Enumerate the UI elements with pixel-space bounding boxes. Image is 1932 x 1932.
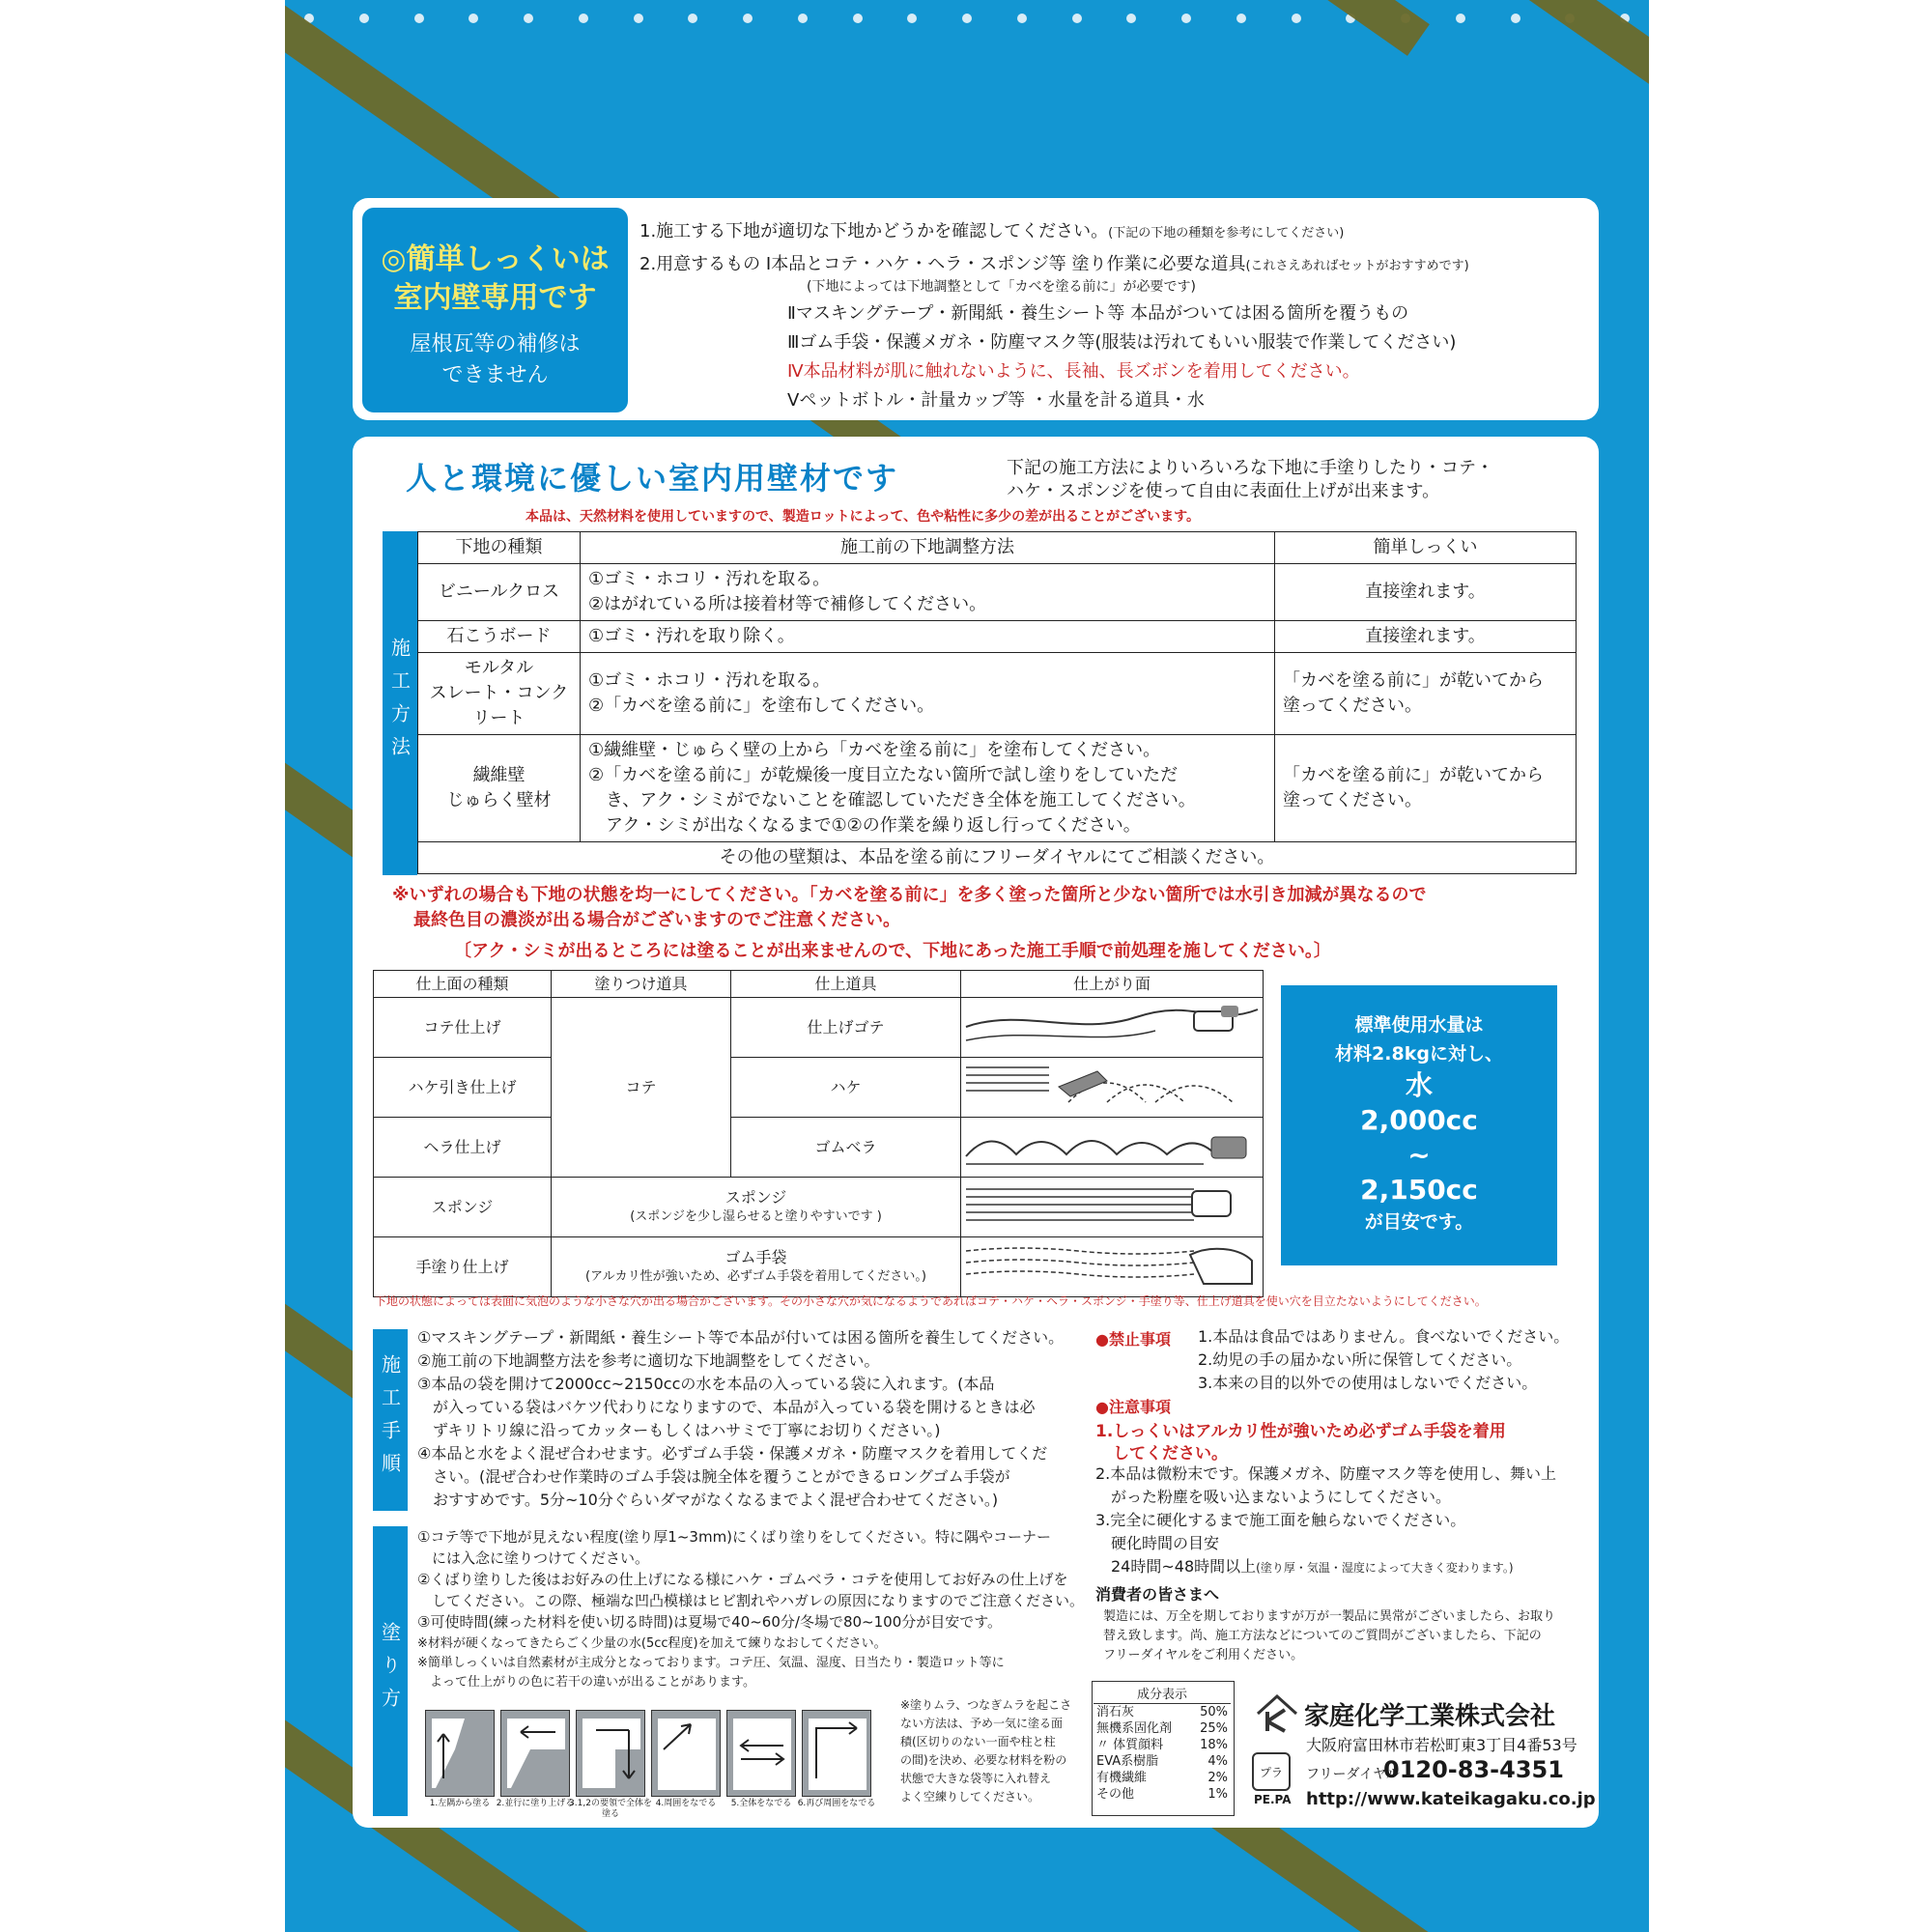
table-row — [374, 998, 1264, 1058]
material-mark: PE.PA — [1254, 1793, 1292, 1806]
mura-note-line: よく空練りしてください。 — [900, 1790, 1040, 1804]
substrate-name: ビニールクロス — [418, 564, 581, 621]
prep-method: ①繊維壁・じゅらく壁の上から「カベを塗る前に」を塗布してください。 ②「カベを塗る前に」が乾燥後一度目立たない箇所で試し塗りをしていただ き、アク・シミがでないことを確認していただき全体を施工してください。 アク・シミが出なくなるまで①②の作業を繰り返し行ってください。 — [581, 735, 1275, 842]
finish-type: コテ仕上げ — [374, 998, 552, 1058]
finish-tool: ゴム手袋 (アルカリ性が強いため、必ずゴム手袋を着用してください。) — [552, 1237, 961, 1297]
prep-step2-sub: (下地によっては下地調整として「カベを塗る前に」が必要です) — [807, 279, 1196, 295]
company-address: 大阪府富田林市若松町東3丁目4番53号 — [1306, 1736, 1577, 1754]
component-name: 無機系固化剤 — [1096, 1721, 1173, 1736]
attention-item: 24時間~48時間以上(塗り厚・気温・湿度によって大きく変わります。) — [1111, 1557, 1514, 1576]
notice-line4: できません — [441, 363, 549, 387]
prep-step2: 2.用意するもの Ⅰ本品とコテ・ハケ・ヘラ・スポンジ等 塗り作業に必要な道具(これさえあればセットがおすすめです) — [639, 254, 1469, 274]
sidebar-procedure: 施工手順 — [373, 1329, 408, 1511]
finish-tool: ゴムベラ — [731, 1118, 961, 1178]
procedure-step: さい。(混ぜ合わせ作業時のゴム手袋は腕全体を覆うことができるロングゴム手袋が — [417, 1467, 1010, 1486]
table-row — [374, 1058, 1264, 1118]
finish-tool: ハケ — [731, 1058, 961, 1118]
header-method: 施工前の下地調整方法 — [581, 532, 1275, 564]
composition-title: 成分表示 — [1094, 1687, 1231, 1704]
table-row — [1094, 1770, 1231, 1786]
attention-item: 硬化時間の目安 — [1111, 1534, 1220, 1552]
mura-note-line: の間)を決め、必要な材料を粉の — [900, 1753, 1067, 1767]
attention-item: 2.本品は微粉末です。保護メガネ、防塵マスク等を使用し、舞い上 — [1095, 1464, 1557, 1483]
consumer-line: 替え致します。尚、施工方法などについてのご質問がございましたら、下記の — [1103, 1629, 1542, 1643]
consumer-line: 製造には、万全を期しておりますが万が一製品に異常がございましたら、お取り — [1103, 1609, 1556, 1624]
coating-diagram-3 — [576, 1710, 645, 1797]
table-row — [1094, 1704, 1231, 1721]
water-line5: ~ — [1407, 1139, 1431, 1171]
diagonal-stripe — [667, 0, 1649, 172]
mura-note — [900, 1696, 1071, 1806]
header-finish-type: 仕上面の種類 — [374, 971, 552, 998]
trowel-finish-sketch — [961, 998, 1264, 1058]
other-walls-note: その他の壁類は、本品を塗る前にフリーダイヤルにてご相談ください。 — [418, 842, 1577, 874]
prep-item4: Ⅳ本品材料が肌に触れないように、長袖、長ズボンを着用してください。 — [787, 361, 1360, 382]
procedure-step: ずキリトリ線に沿ってカッターもしくはハサミで丁寧にお切りください。) — [417, 1421, 941, 1439]
recycle-mark-icon: プラ — [1252, 1752, 1291, 1791]
apply-tool: コテ — [552, 998, 731, 1178]
component-name: EVA系樹脂 — [1096, 1754, 1159, 1769]
component-name: その他 — [1096, 1787, 1135, 1802]
water-line3: 水 — [1405, 1069, 1433, 1101]
water-line6: 2,150cc — [1360, 1174, 1478, 1206]
component-pct: 50% — [1200, 1705, 1228, 1719]
attention-item1b: してください。 — [1113, 1444, 1228, 1463]
free-dial-number: 0120-83-4351 — [1383, 1756, 1564, 1783]
finish-type: 手塗り仕上げ — [374, 1237, 552, 1297]
diagonal-stripe — [299, 0, 1430, 56]
hand-finish-sketch — [961, 1237, 1264, 1297]
component-pct: 4% — [1208, 1754, 1228, 1769]
coating-steps — [417, 1526, 1084, 1633]
coating-diagram-6 — [802, 1710, 871, 1797]
composition-table — [1094, 1687, 1231, 1803]
prohibited-item: 1.本品は食品ではありません。食べないでください。 — [1198, 1327, 1570, 1346]
table-row — [418, 842, 1577, 874]
table-row — [374, 1118, 1264, 1178]
intro-line2: ハケ・スポンジを使って自由に表面仕上げが出来ます。 — [1007, 481, 1440, 501]
water-line1: 標準使用水量は — [1354, 1014, 1484, 1036]
prep-item3: Ⅲゴム手袋・保護メガネ・防塵マスク等(服装は汚れてもいい服装で作業してください) — [787, 332, 1457, 353]
finish-type: ヘラ仕上げ — [374, 1118, 552, 1178]
prep-step1: 1.施工する下地が適切な下地かどうかを確認してください。(下記の下地の種類を参考にしてください) — [639, 221, 1345, 242]
component-pct: 18% — [1200, 1738, 1228, 1752]
attention-item: 3.完全に硬化するまで施工面を触らないでください。 — [1095, 1511, 1466, 1529]
procedure-step: ②施工前の下地調整方法を参考に適切な下地調整をしてください。 — [417, 1351, 880, 1370]
substrate-name: モルタル スレート・コンクリート — [418, 653, 581, 735]
substrate-name: 繊維壁 じゅらく壁材 — [418, 735, 581, 842]
prep-item2: Ⅱマスキングテープ・新聞紙・養生シート等 本品がついては困る箇所を覆うもの — [787, 303, 1409, 324]
coating-step: ③可使時間(練った材料を使い切る時間)は夏場で40~60分/冬場で80~100分が目安です。 — [417, 1613, 1003, 1631]
substrate-prep-table — [417, 531, 1577, 874]
coating-diagram-2 — [500, 1710, 570, 1797]
attention-item1a: 1.しっくいはアルカリ性が強いため必ずゴム手袋を着用 — [1095, 1422, 1506, 1441]
table-row — [1094, 1720, 1231, 1737]
coating-step: ②くばり塗りした後はお好みの仕上げになる様にハケ・ゴムベラ・コテを使用してお好みの仕上げを — [417, 1571, 1068, 1588]
component-pct: 25% — [1200, 1721, 1228, 1736]
aku-shimi-note: 〔アク・シミが出るところには塗ることが出来ませんので、下地にあった施工手順で前処理を施してください。〕 — [454, 941, 1331, 961]
diagram-label: 2.並行に塗り上げる — [496, 1799, 575, 1808]
company-url[interactable]: http://www.kateikagaku.co.jp — [1306, 1789, 1596, 1809]
component-name: 有機繊維 — [1096, 1771, 1148, 1785]
natural-material-note: 本品は、天然材料を使用していますので、製造ロットによって、色や粘性に多少の差が出ることがございます。 — [526, 509, 1201, 525]
attention-title: ●注意事項 — [1095, 1398, 1171, 1416]
spatula-finish-sketch — [961, 1118, 1264, 1178]
consumer-text — [1103, 1607, 1555, 1665]
finish-tool: 仕上げゴテ — [731, 998, 961, 1058]
sponge-finish-sketch — [961, 1178, 1264, 1237]
coating-step: ①コテ等で下地が見えない程度(塗り厚1~3mm)にくばり塗りをしてください。特に隅やコーナー — [417, 1528, 1052, 1546]
header-finish-surface: 仕上がり面 — [961, 971, 1264, 998]
diagram-label: 5.全体をなでる — [730, 1799, 792, 1808]
finish-tool: スポンジ (スポンジを少し湿らせると塗りやすいです ) — [552, 1178, 961, 1237]
prohibited-item: 2.幼児の手の届かない所に保管してください。 — [1198, 1350, 1522, 1369]
notice-line1: ◎簡単しっくいは — [381, 242, 610, 276]
sidebar-method: 施工方法 — [383, 531, 417, 875]
prep-result: 直接塗れます。 — [1275, 564, 1577, 621]
table-row — [418, 621, 1577, 653]
company-logo-icon — [1256, 1694, 1298, 1733]
prep-method: ①ゴミ・汚れを取り除く。 — [581, 621, 1275, 653]
procedure-step: ③本品の袋を開けて2000cc~2150ccの水を本品の入っている袋に入れます。(本品 — [417, 1375, 995, 1393]
water-amount-box — [1281, 985, 1557, 1265]
coating-note: よって仕上がりの色に若干の違いが出ることがあります。 — [417, 1675, 755, 1690]
coating-note: ※簡単しっくいは自然素材が主成分となっております。コテ圧、気温、湿度、日当たり・製造ロット等に — [417, 1656, 1005, 1670]
diagram-label: 6.再び周囲をなでる — [797, 1799, 876, 1808]
table-row — [374, 1237, 1264, 1297]
table-header-row — [374, 971, 1264, 998]
attention-item: がった粉塵を吸い込まないようにしてください。 — [1111, 1488, 1452, 1506]
free-dial-label: フリーダイヤル — [1306, 1767, 1401, 1782]
water-line4: 2,000cc — [1360, 1104, 1478, 1136]
procedure-step: おすすめです。5分~10分ぐらいダマがなくなるまでよく混ぜ合わせてください。) — [417, 1491, 999, 1509]
procedure-step: ①マスキングテープ・新聞紙・養生シート等で本品が付いては困る箇所を養生してください。 — [417, 1328, 1065, 1347]
header-substrate: 下地の種類 — [418, 532, 581, 564]
diagram-label: 3.1,2の要領で全体を塗る — [569, 1799, 652, 1819]
attention-items — [1095, 1463, 1556, 1579]
rivet-row — [304, 14, 1630, 23]
header-finish-tool: 仕上道具 — [731, 971, 961, 998]
caution-line1: ※いずれの場合も下地の状態を均一にしてください。「カベを塗る前に」を多く塗った箇所と少ない箇所では水引き加減が異なるので — [392, 885, 1427, 905]
coating-diagram-5 — [726, 1710, 796, 1797]
procedure-steps — [417, 1326, 1064, 1512]
notice-line2: 室内壁専用です — [393, 281, 597, 315]
finish-type: ハケ引き仕上げ — [374, 1058, 552, 1118]
table-row — [1094, 1786, 1231, 1803]
table-row — [1094, 1737, 1231, 1753]
mura-note-line: 状態で大きな袋等に入れ替え — [900, 1772, 1052, 1785]
diagram-label: 4.周囲をなでる — [655, 1799, 717, 1808]
brush-finish-sketch — [961, 1058, 1264, 1118]
prohibited-items — [1198, 1325, 1569, 1395]
component-pct: 1% — [1208, 1787, 1228, 1802]
table-row — [1094, 1753, 1231, 1770]
prep-result: 「カベを塗る前に」が乾いてから 塗ってください。 — [1275, 735, 1577, 842]
sidebar-coating: 塗り方 — [373, 1526, 408, 1816]
prohibited-item: 3.本来の目的以外での使用はしないでください。 — [1198, 1374, 1538, 1392]
air-hole-note: 下地の状態によっては表面に気泡のような小さな穴が出る場合がございます。その小さな穴が気になるようであればコテ・ハケ・ヘラ・スポンジ・手塗り等、仕上げ道具を使い穴を目立たないようにしてください。 — [375, 1294, 1487, 1308]
intro-line1: 下記の施工方法によりいろいろな下地に手塗りしたり・コテ・ — [1007, 458, 1493, 478]
coating-note: ※材料が硬くなってきたらごく少量の水(5cc程度)を加えて練りなおしてください。 — [417, 1636, 887, 1651]
water-line7: が目安です。 — [1364, 1211, 1474, 1233]
consumer-line: フリーダイヤルをご利用ください。 — [1103, 1648, 1304, 1662]
diagram-label: 1.左隅から塗る — [429, 1799, 491, 1808]
table-row — [374, 1178, 1264, 1237]
notice-line3: 屋根瓦等の補修は — [410, 332, 581, 356]
prep-method: ①ゴミ・ホコリ・汚れを取る。 ②はがれている所は接着材等で補修してください。 — [581, 564, 1275, 621]
prohibited-title: ●禁止事項 — [1095, 1330, 1171, 1349]
component-pct: 2% — [1208, 1771, 1228, 1785]
header-apply-tool: 塗りつけ道具 — [552, 971, 731, 998]
table-row — [418, 735, 1577, 842]
prep-result: 「カベを塗る前に」が乾いてから 塗ってください。 — [1275, 653, 1577, 735]
mura-note-line: ※塗りムラ、つなぎムラを起こさ — [900, 1698, 1072, 1712]
prep-item5: Ⅴペットボトル・計量カップ等 ・水量を計る道具・水 — [787, 390, 1205, 411]
coating-step: には入念に塗りつけてください。 — [417, 1549, 650, 1567]
procedure-step: ④本品と水をよく混ぜ合わせます。必ずゴム手袋・保護メガネ・防塵マスクを着用してくだ — [417, 1444, 1048, 1463]
procedure-step: が入っている袋はバケツ代わりになりますので、本品が入っている袋を開けるときは必 — [417, 1398, 1036, 1416]
mura-note-line: ない方法は、予め一気に塗る面 — [900, 1717, 1064, 1730]
coating-notes — [417, 1634, 1005, 1692]
coating-diagram-4 — [651, 1710, 721, 1797]
table-row — [418, 653, 1577, 735]
substrate-name: 石こうボード — [418, 621, 581, 653]
header-product: 簡単しっくい — [1275, 532, 1577, 564]
table-header-row — [418, 532, 1577, 564]
consumer-title: 消費者の皆さまへ — [1095, 1585, 1220, 1604]
component-name: 〃 体質顔料 — [1096, 1738, 1164, 1752]
caution-line2: 最終色目の濃淡が出る場合がございますのでご注意ください。 — [413, 910, 900, 930]
mura-note-line: 積(区切りのない一面や柱と柱 — [900, 1735, 1056, 1748]
water-line2: 材料2.8kgに対し、 — [1335, 1043, 1503, 1065]
finish-types-table — [373, 970, 1264, 1297]
coating-step: してください。この際、極端な凹凸模様はヒビ割れやハガレの原因になりますのでご注意ください。 — [417, 1592, 1085, 1609]
indoor-only-notice — [362, 208, 628, 412]
prep-method: ①ゴミ・ホコリ・汚れを取る。 ②「カベを塗る前に」を塗布してください。 — [581, 653, 1275, 735]
coating-diagram-1 — [425, 1710, 495, 1797]
prep-result: 直接塗れます。 — [1275, 621, 1577, 653]
headline: 人と環境に優しい室内用壁材です — [406, 460, 899, 497]
finish-type: スポンジ — [374, 1178, 552, 1237]
table-row — [418, 564, 1577, 621]
company-name: 家庭化学工業株式会社 — [1304, 1702, 1556, 1731]
component-name: 消石灰 — [1096, 1705, 1135, 1719]
